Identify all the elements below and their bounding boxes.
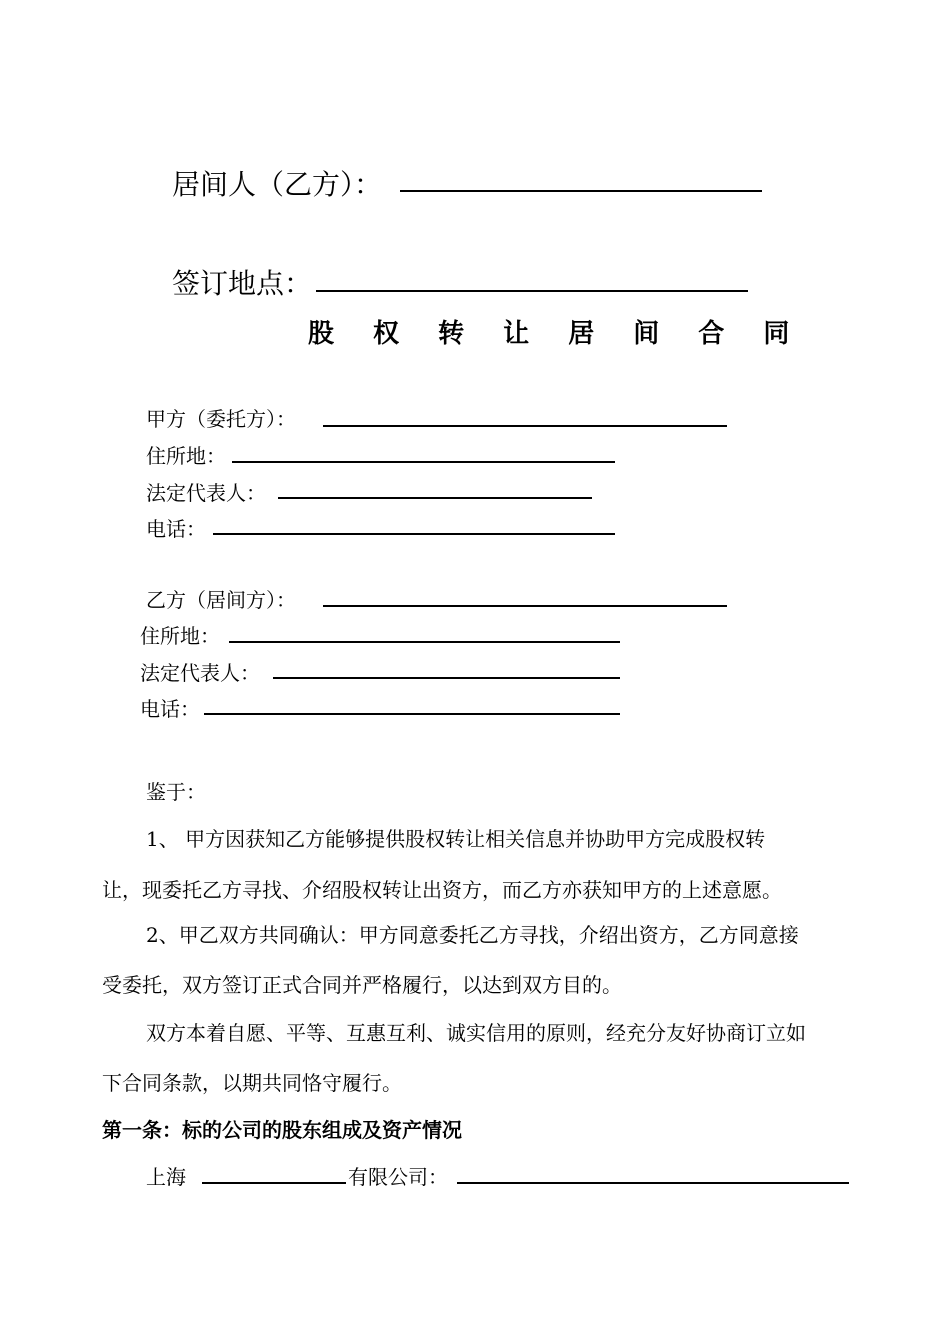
party-b-phone-label: 电话： [140, 697, 200, 721]
signing-place-blank[interactable] [316, 290, 748, 292]
party-b-address-label: 住所地： [140, 624, 220, 648]
party-a-label: 甲方（委托方）： [146, 407, 296, 431]
party-b-address-blank[interactable] [229, 641, 620, 643]
party-b-rep-blank[interactable] [273, 677, 620, 679]
contract-title: 股 权 转 让 居 间 合 同 [308, 319, 805, 349]
item3-line1: 双方本着自愿、平等、互惠互利、诚实信用的原则，经充分友好协商订立如 [146, 1021, 806, 1045]
item3-line2: 下合同条款，以期共同恪守履行。 [102, 1071, 402, 1095]
party-b-rep-label: 法定代表人： [140, 661, 260, 685]
article1-heading: 第一条：标的公司的股东组成及资产情况 [102, 1118, 462, 1142]
party-a-address-blank[interactable] [232, 461, 615, 463]
broker-blank[interactable] [400, 190, 762, 192]
item2-line1: 2、甲乙双方共同确认：甲方同意委托乙方寻找，介绍出资方，乙方同意接 [146, 923, 799, 947]
broker-label: 居间人（乙方）： [172, 168, 383, 201]
company-name-blank[interactable] [202, 1182, 346, 1184]
party-b-phone-blank[interactable] [204, 713, 620, 715]
party-b-label: 乙方（居间方）： [146, 588, 296, 612]
party-a-blank[interactable] [323, 425, 727, 427]
party-a-phone-blank[interactable] [213, 533, 615, 535]
company-city: 上海 [146, 1165, 186, 1189]
party-a-rep-blank[interactable] [278, 497, 592, 499]
party-a-address-label: 住所地： [146, 444, 226, 468]
party-a-phone-label: 电话： [146, 517, 206, 541]
party-a-rep-label: 法定代表人： [146, 481, 266, 505]
item2-line2: 受委托，双方签订正式合同并严格履行，以达到双方目的。 [102, 973, 622, 997]
item1-line2: 让，现委托乙方寻找、介绍股权转让出资方，而乙方亦获知甲方的上述意愿。 [102, 878, 782, 902]
company-suffix: 有限公司： [348, 1165, 448, 1189]
item1-line1: 1、 甲方因获知乙方能够提供股权转让相关信息并协助甲方完成股权转 [146, 827, 766, 851]
party-b-blank[interactable] [323, 605, 727, 607]
signing-place-label: 签订地点： [172, 267, 313, 300]
whereas-label: 鉴于： [146, 780, 206, 804]
company-detail-blank[interactable] [457, 1182, 849, 1184]
